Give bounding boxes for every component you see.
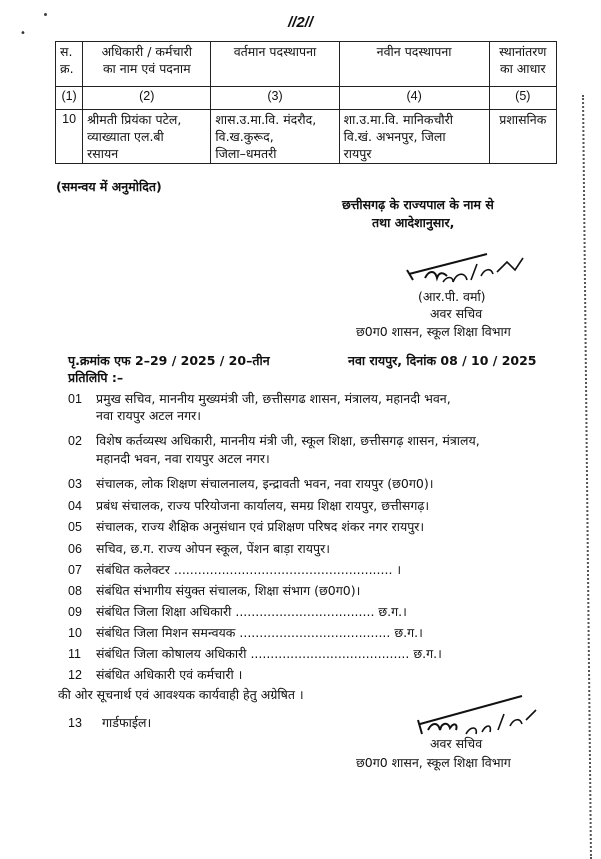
header-sno: स. क्र. [56,42,83,87]
list-item: 04 प्रबंध संचालक, राज्य परियोजना कार्यालय, समग्र शिक्षा रायपुर, छत्तीसगढ़। [68,498,430,513]
cell-name: श्रीमती प्रियंका पटेल, व्याख्याता एल.बी रसायन [83,110,211,164]
scan-mark: • [20,28,26,39]
list-item-continuation: नवा रायपुर अटल नगर। [96,408,202,423]
list-item: 08 संबंधित संभागीय संयुक्त संचालक, शिक्षा संभाग (छ0ग0)। [68,583,361,598]
header-name: अधिकारी / कर्मचारी का नाम एवं पदनाम [83,42,211,87]
authority-line-2: तथा आदेशानुसार, [372,215,455,230]
copy-label: प्रतिलिपि :– [68,370,124,385]
header-current-posting: वर्तमान पदस्थापना [211,42,339,87]
list-item: 05 संचालक, राज्य शैक्षिक अनुसंधान एवं प्रशिक्षण परिषद शंकर नगर रायपुर। [68,519,425,534]
signatory-designation-2: अवर सचिव [430,736,483,751]
signatory-designation: अवर सचिव [430,306,483,321]
colnum-4: (4) [339,87,489,110]
transfer-table [55,41,557,164]
list-item: 09 संबंधित जिला शिक्षा अधिकारी ................................... छ.ग.। [68,604,407,619]
column-number-row [56,87,557,110]
approval-note: (समन्वय में अनुमोदित) [56,179,162,194]
page-number: //2// [287,14,313,31]
cell-current-posting: शास.उ.मा.वि. मंदरौद, वि.ख.कुरूद, जिला–धमतरी [211,110,339,164]
signatory-department: छ0ग0 शासन, स्कूल शिक्षा विभाग [356,324,511,339]
table-row [56,110,557,164]
list-item: 10 संबंधित जिला मिशन समन्वयक ...................................... छ.ग.। [68,625,423,640]
list-item: 02 विशेष कर्तव्यस्थ अधिकारी, माननीय मंत्री जी, स्कूल शिक्षा, छत्तीसगढ़ शासन, मंत्रालय, [68,433,480,448]
colnum-5: (5) [489,87,556,110]
forward-note: की ओर सूचनार्थ एवं आवश्यक कार्यवाही हेतु अग्रेषित । [58,687,304,702]
signature-icon [395,240,545,290]
authority-line-1: छत्तीसगढ़ के राज्यपाल के नाम से [342,197,494,212]
list-item: 03 संचालक, लोक शिक्षण संचालनालय, इन्द्रावती भवन, नवा रायपुर (छ0ग0)। [68,476,434,491]
scan-edge-line [582,95,592,859]
place-date: नवा रायपुर, दिनांक 08 / 10 / 2025 [348,353,537,368]
list-item: 07 संबंधित कलेक्टर ....................................................... । [68,562,402,577]
signature-icon [410,690,550,740]
list-item: 12 संबंधित अधिकारी एवं कर्मचारी । [68,667,243,682]
list-item: 13 गार्डफाईल। [68,715,152,730]
cell-sno: 10 [56,110,83,164]
colnum-1: (1) [56,87,83,110]
list-item-continuation: महानदी भवन, नवा रायपुर अटल नगर। [96,451,270,466]
cell-new-posting: शा.उ.मा.वि. मानिकचौरी वि.खं. अभनपुर, जिला रायपुर [339,110,489,164]
signatory-department-2: छ0ग0 शासन, स्कूल शिक्षा विभाग [356,755,511,770]
cell-basis: प्रशासनिक [489,110,556,164]
header-new-posting: नवीन पदस्थापना [339,42,489,87]
list-item: 01 प्रमुख सचिव, माननीय मुख्यमंत्री जी, छत्तीसगढ शासन, मंत्रालय, महानदी भवन, [68,391,451,406]
colnum-3: (3) [211,87,339,110]
table-header-row [56,42,557,87]
signature-1 [395,240,545,294]
list-item: 11 संबंधित जिला कोषालय अधिकारी ........................................ छ.ग.। [68,646,442,661]
reference-number: पृ.क्रमांक एफ 2–29 / 2025 / 20–तीन [68,353,270,368]
signatory-name: (आर.पी. वर्मा) [418,289,486,304]
list-item: 06 सचिव, छ.ग. राज्य ओपन स्कूल, पेंशन बाड़ा रायपुर। [68,541,330,556]
header-basis: स्थानांतरण का आधार [489,42,556,87]
colnum-2: (2) [83,87,211,110]
